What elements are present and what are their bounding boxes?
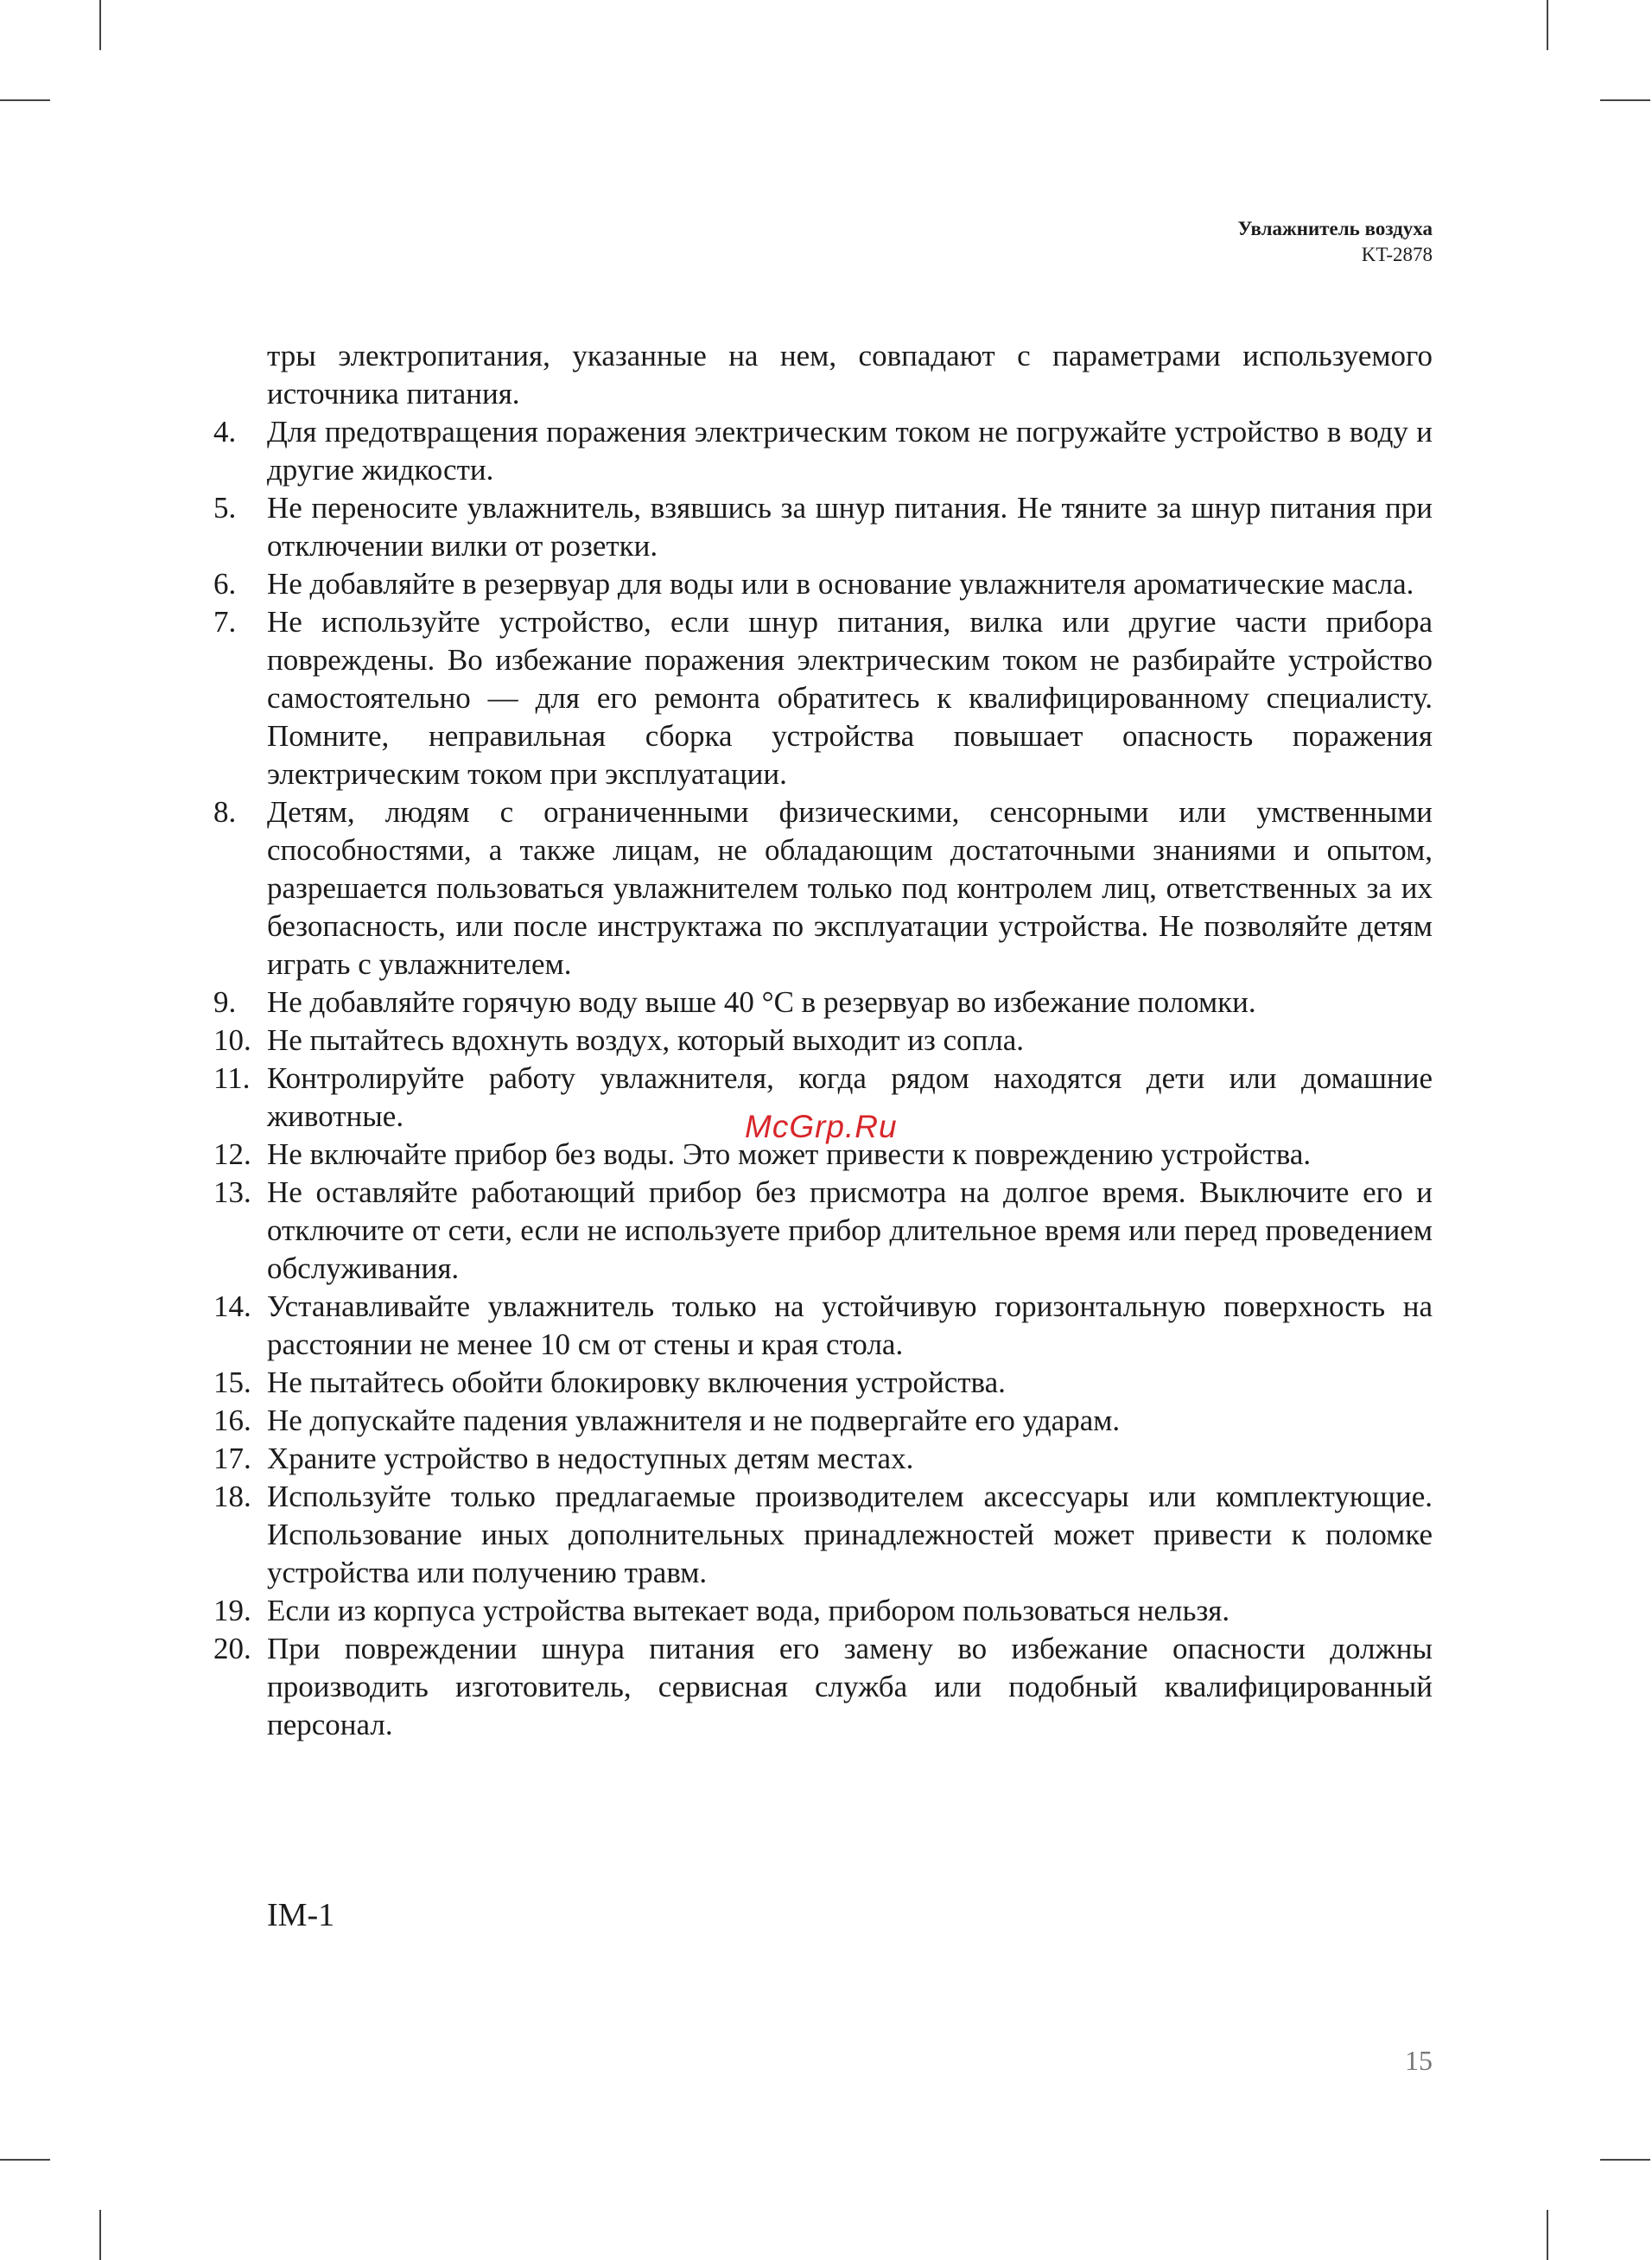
item-number: 9. bbox=[213, 985, 237, 1019]
crop-mark bbox=[0, 99, 50, 101]
item-number: 10. bbox=[213, 1023, 251, 1057]
product-model: KT-2878 bbox=[1361, 244, 1433, 265]
list-item bbox=[213, 1478, 1433, 1592]
item-text: Не допускайте падения увлажнителя и не подвергайте его ударам. bbox=[267, 1404, 1121, 1437]
item-text: Детям, людям с ограниченными физическими, сенсорными или умственными способностями, а также лицам, не обладающим достаточными знаниями и опытом, разрешается пользоваться увлажнителем только под контролем лиц, ответственных за их безопасность, или после инструктажа по эксплуатации устройства. Не позволяйте детям играть с увлажнителем. bbox=[267, 795, 1433, 981]
list-item bbox=[213, 1592, 1433, 1630]
item-number: 19. bbox=[213, 1594, 251, 1627]
item-text: Не оставляйте работающий прибор без присмотра на долгое время. Выключите его и отключите от сети, если не используете прибор длительное время или перед проведением обслуживания. bbox=[267, 1175, 1433, 1285]
list-item bbox=[213, 413, 1433, 489]
crop-mark bbox=[99, 2210, 101, 2260]
item-number: 20. bbox=[213, 1632, 251, 1665]
item-number: 11. bbox=[213, 1061, 251, 1095]
item-text: тры электропитания, указанные на нем, совпадают с параметрами используемого источника питания. bbox=[267, 339, 1433, 411]
list-item bbox=[213, 1288, 1433, 1364]
crop-mark bbox=[1547, 0, 1548, 50]
item-number: 6. bbox=[213, 567, 237, 601]
list-item bbox=[213, 1630, 1433, 1744]
model-code: IM-1 bbox=[267, 1897, 335, 1933]
list-item bbox=[213, 1364, 1433, 1402]
page-header bbox=[1238, 216, 1433, 268]
list-item bbox=[213, 1402, 1433, 1440]
item-number: 8. bbox=[213, 795, 237, 829]
item-text: Не пытайтесь вдохнуть воздух, который выходит из сопла. bbox=[267, 1023, 1025, 1057]
item-number: 5. bbox=[213, 491, 237, 525]
item-text: Не добавляйте в резервуар для воды или в основание увлажнителя ароматические масла. bbox=[267, 567, 1414, 601]
item-number: 13. bbox=[213, 1175, 251, 1209]
item-text: Устанавливайте увлажнитель только на устойчивую горизонтальную поверхность на расстоянии не менее 10 см от стены и края стола. bbox=[267, 1289, 1433, 1361]
item-number: 16. bbox=[213, 1404, 251, 1437]
item-number: 14. bbox=[213, 1289, 251, 1323]
item-text: Контролируйте работу увлажнителя, когда рядом находятся дети или домашние животные. bbox=[267, 1061, 1433, 1133]
crop-mark bbox=[99, 0, 101, 50]
list-item bbox=[213, 565, 1433, 603]
item-number: 17. bbox=[213, 1442, 251, 1475]
list-item bbox=[213, 1022, 1433, 1060]
item-text: Не используйте устройство, если шнур питания, вилка или другие части прибора повреждены. Во избежание поражения электрическим током не разбирайте устройство самостоятельно — для его ремонта обратитесь к квалифицированному специалисту. Помните, неправильная сборка устройства повышает опасность поражения электрическим током при эксплуатации. bbox=[267, 605, 1433, 791]
safety-instructions-list bbox=[213, 337, 1433, 1744]
item-text: Если из корпуса устройства вытекает вода, прибором пользоваться нельзя. bbox=[267, 1594, 1230, 1627]
crop-mark bbox=[1600, 2159, 1650, 2161]
item-number: 18. bbox=[213, 1480, 251, 1513]
crop-mark bbox=[1600, 99, 1650, 101]
list-item bbox=[213, 1440, 1433, 1478]
list-item bbox=[213, 337, 1433, 413]
item-number: 7. bbox=[213, 605, 237, 639]
item-number: 4. bbox=[213, 415, 237, 449]
watermark: McGrp.Ru bbox=[745, 1109, 898, 1144]
crop-mark bbox=[1547, 2210, 1548, 2260]
item-text: Для предотвращения поражения электрическим током не погружайте устройство в воду и другие жидкости. bbox=[267, 415, 1433, 487]
item-text: Используйте только предлагаемые производителем аксессуары или комплектующие. Использование иных дополнительных принадлежностей может привести к поломке устройства или получению травм. bbox=[267, 1480, 1433, 1589]
list-item bbox=[213, 984, 1433, 1022]
list-item bbox=[213, 793, 1433, 984]
list-item bbox=[213, 603, 1433, 793]
item-text: Не переносите увлажнитель, взявшись за шнур питания. Не тяните за шнур питания при отключении вилки от розетки. bbox=[267, 491, 1433, 563]
list-item bbox=[213, 1174, 1433, 1288]
page-number: 15 bbox=[1405, 2045, 1433, 2076]
item-text: Не пытайтесь обойти блокировку включения устройства. bbox=[267, 1366, 1006, 1399]
item-text: Не включайте прибор без воды. Это может привести к повреждению устройства. bbox=[267, 1137, 1312, 1171]
item-text: Храните устройство в недоступных детям местах. bbox=[267, 1442, 914, 1475]
item-number: 15. bbox=[213, 1366, 251, 1399]
item-number: 12. bbox=[213, 1137, 251, 1171]
crop-mark bbox=[0, 2159, 50, 2161]
item-text: Не добавляйте горячую воду выше 40 °С в резервуар во избежание поломки. bbox=[267, 985, 1256, 1019]
item-text: При повреждении шнура питания его замену во избежание опасности должны производить изготовитель, сервисная служба или подобный квалифицированный персонал. bbox=[267, 1632, 1433, 1741]
list-item bbox=[213, 489, 1433, 565]
product-title: Увлажнитель воздуха bbox=[1237, 218, 1433, 239]
